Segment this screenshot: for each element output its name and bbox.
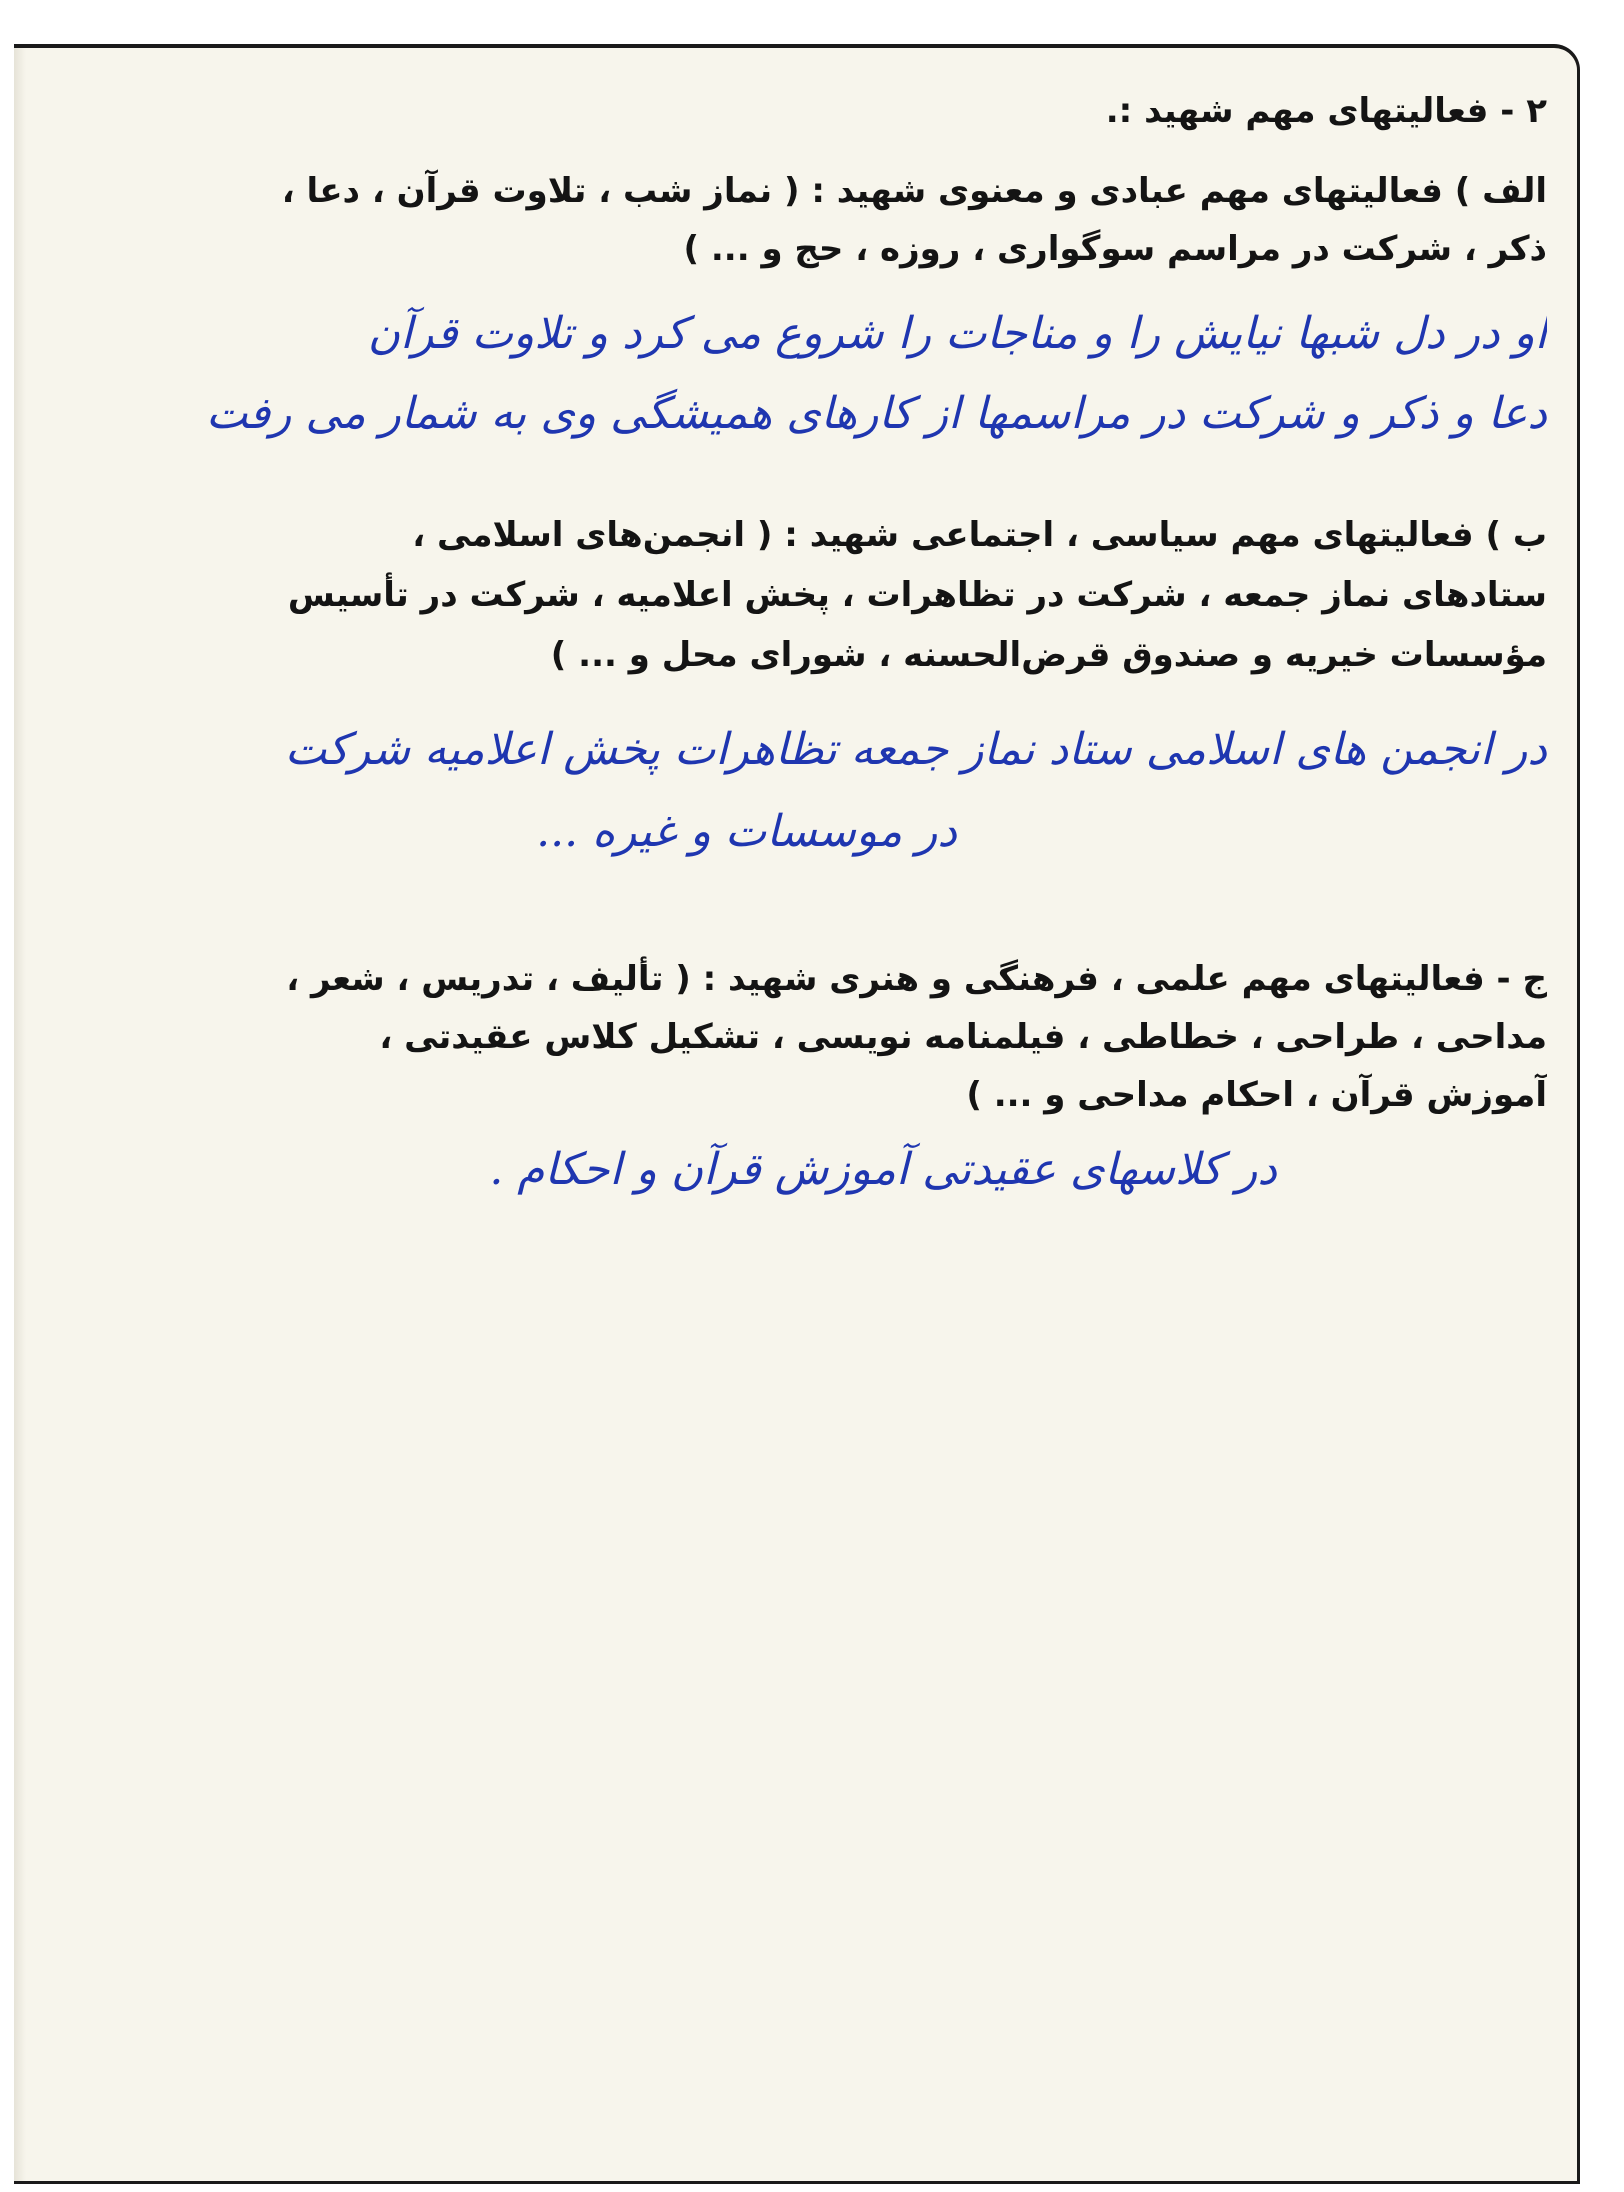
section-a-printed-line-2: ذکر ، شرکت در مراسم سوگواری ، روزه ، حج و ... ) xyxy=(683,229,1547,269)
section-b-printed-line-1: ب ) فعالیتهای مهم سیاسی ، اجتماعی شهید : ( انجمن‌های اسلامی ، xyxy=(412,515,1547,555)
section-b-handwritten-line-2: در موسسات و غیره ... xyxy=(536,806,957,857)
section-c-printed-line-1: ج - فعالیتهای مهم علمی ، فرهنگی و هنری شهید : ( تألیف ، تدریس ، شعر ، xyxy=(286,959,1547,999)
section-b-printed-line-3: مؤسسات خیریه و صندوق قرض‌الحسنه ، شورای محل و ... ) xyxy=(550,635,1547,675)
section-b-printed-line-2: ستادهای نماز جمعه ، شرکت در تظاهرات ، پخش اعلامیه ، شرکت در تأسیس xyxy=(287,575,1547,615)
section-b-handwritten-line-1: در انجمن های اسلامی ستاد نماز جمعه تظاهرات پخش اعلامیه شرکت xyxy=(284,724,1547,775)
section-heading: ۲ - فعالیتهای مهم شهید :. xyxy=(1105,91,1547,131)
section-a-handwritten-line-2: دعا و ذکر و شرکت در مراسمها از کارهای همیشگی وی به شمار می رفت xyxy=(205,388,1547,439)
section-a-handwritten-line-1: او در دل شبها نیایش را و مناجات را شروع می کرد و تلاوت قرآن xyxy=(367,308,1547,359)
section-c-printed-line-2: مداحی ، طراحی ، خطاطی ، فیلمنامه نویسی ، تشکیل کلاس عقیدتی ، xyxy=(379,1017,1547,1057)
section-a-printed-line-1: الف ) فعالیتهای مهم عبادی و معنوی شهید : ( نماز شب ، تلاوت قرآن ، دعا ، xyxy=(281,171,1547,211)
paper-edge xyxy=(14,48,26,2181)
document-page xyxy=(14,44,1580,2184)
section-c-printed-line-3: آموزش قرآن ، احکام مداحی و ... ) xyxy=(966,1075,1547,1115)
section-c-handwritten-line-1: در کلاسهای عقیدتی آموزش قرآن و احکام . xyxy=(489,1144,1277,1195)
